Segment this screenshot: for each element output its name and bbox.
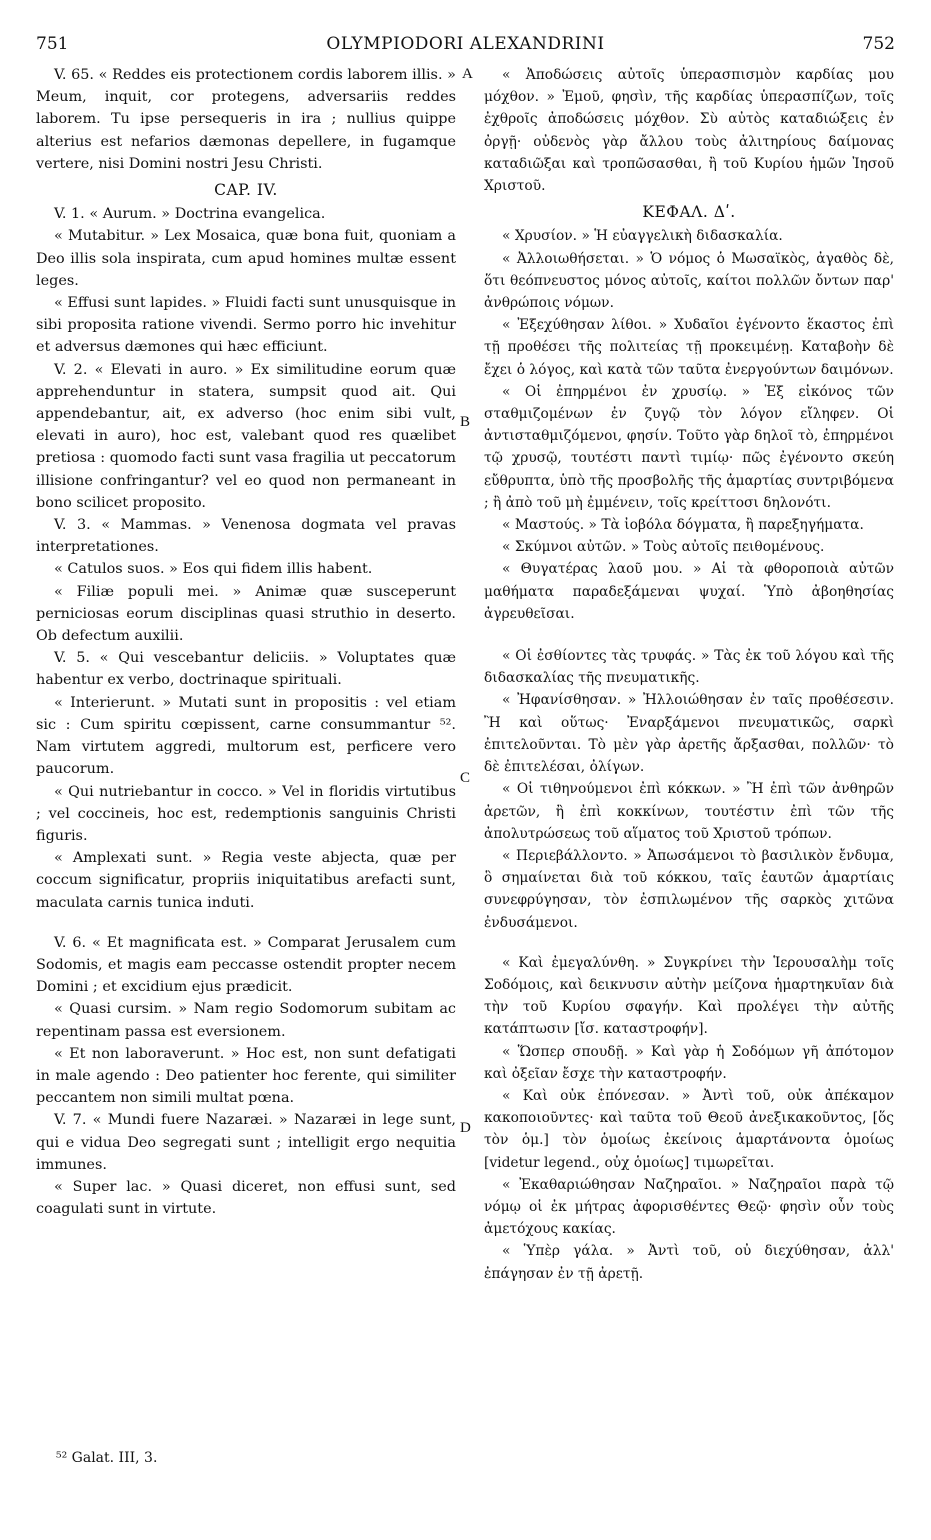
paragraph: V. 1. « Aurum. » Doctrina evangelica.	[54, 206, 326, 223]
right-page-number: 752	[862, 34, 895, 54]
greek-column	[484, 64, 894, 1285]
chapter-heading: CAP. IV.	[214, 181, 278, 200]
paragraph: « Χρυσίον. » Ἡ εὐαγγελικὴ διδασκαλία.	[502, 228, 783, 245]
paragraph: « Super lac. » Quasi diceret, non effusi sunt, sed coagulati sunt in virtute.	[36, 1178, 456, 1218]
paragraph: « Et non laboraverunt. » Hoc est, non sunt defatigati in male agendo : Deo patienter hoc ferente, qui similiter peccantem non simili multat pœna.	[36, 1045, 456, 1107]
page-header	[36, 34, 895, 60]
paragraph: « Filiæ populi mei. » Animæ quæ susceperunt perniciosas eorum disciplinas quasi struthio in deserto. Ob defectum auxilii.	[36, 583, 456, 645]
paragraph: V. 65. « Reddes eis protectionem cordis laborem illis. » Meum, inquit, cor protegens, adversariis reddes laborem. Tu ipse persequeris in ira ; nullius quippe alterius est nefarios dæmonas depellere, in fugamque vertere, nisi Domini nostri Jesu Christi.	[36, 67, 456, 172]
paragraph: « Σκύμνοι αὐτῶν. » Τοὺς αὐτοῖς πειθομένους.	[502, 539, 825, 556]
running-title: OLYMPIODORI ALEXANDRINI	[326, 34, 605, 54]
paragraph: V. 5. « Qui vescebantur deliciis. » Voluptates quæ habentur ex verbo, doctrinaque spirituali.	[36, 650, 456, 689]
paragraph: « Θυγατέρας λαοῦ μου. » Αἱ τὰ φθοροποιὰ αὐτῶν μαθήματα παραδεξάμεναι ψυχαί. Ὑπὸ ἀβοηθησίας ἀγρευθεῖσαι.	[484, 561, 894, 622]
paragraph: « Μαστούς. » Τὰ ἰοβόλα δόγματα, ἢ παρεξηγήματα.	[502, 517, 864, 534]
paragraph: « Effusi sunt lapides. » Fluidi facti sunt unusquisque in sibi proposita ratione vivendi. Sermo porro hic invehitur et adversus dæmones qui hæc efficiunt.	[36, 295, 457, 356]
paragraph: V. 2. « Elevati in auro. » Ex similitudine eorum quæ apprehenduntur in statera, sumpsit quod ait. Qui appendebantur, ait, ex adverso (hoc enim sibi vult, elevati in auro), hoc est, valebant quod res quælibet pretiosa : quomodo facti sunt vasa fragilia ut peccatorum illisione confringantur? vel eo quod non permaneant in bono scilicet proposito.	[36, 361, 456, 511]
paragraph: V. 7. « Mundi fuere Nazaræi. » Nazaræi in lege sunt, qui e vidua Deo segregati sunt ; intelligit ergo nequitia immunes.	[36, 1112, 456, 1173]
paragraph: « Quasi cursim. » Nam regio Sodomorum subitam ac repentinam passa est eversionem.	[36, 1001, 456, 1040]
paragraph: « Interierunt. » Mutati sunt in propositis : vel etiam sic : Cum spiritu cœpissent, carne consummantur ⁵². Nam virtutem aggredi, multorum est, perficere vero paucorum.	[36, 694, 456, 778]
paragraph: « Ὥσπερ σπουδῇ. » Καὶ γὰρ ἡ Σοδόμων γῆ ἀπότομον καὶ ὀξεῖαν ἔσχε τὴν καταστροφήν.	[484, 1043, 894, 1082]
paragraph: « Περιεβάλλοντο. » Ἀπωσάμενοι τὸ βασιλικὸν ἔνδυμα, ὃ σημαίνεται διὰ τοῦ κόκκου, ταῖς ἑαυτῶν ἁμαρτίαις συνεφρύγησαν, τὸν ἐσπιλωμένον τῆς σαρκὸς χιτῶνα ἐνδυσάμενοι.	[484, 847, 894, 931]
paragraph: « Ἠφανίσθησαν. » Ἠλλοιώθησαν ἐν ταῖς προθέσεσιν. Ἢ καὶ οὕτως· Ἐναρξάμενοι πνευματικῶς, σαρκὶ ἐπιτελοῦνται. Τὸ μὲν γὰρ ἀρετῆς ἄρξασθαι, πολλῶν· τὸ δὲ ἐπιτελέσαι, ὀλίγων.	[484, 692, 894, 776]
paragraph: V. 6. « Et magnificata est. » Comparat Jerusalem cum Sodomis, et magis eam peccasse ostendit propter necem Domini ; et excidium ejus prædicit.	[36, 934, 456, 996]
margin-marker-c: C	[460, 770, 471, 786]
paragraph: « Ἀλλοιωθήσεται. » Ὁ νόμος ὁ Μωσαϊκὸς, ἀγαθὸς δὲ, ὅτι θεόπνευστος μόνος αὐτοῖς, καίτοι πολλῶν ὄντων παρ' ἀνθρώποις νόμων.	[484, 250, 894, 312]
paragraph: « Mutabitur. » Lex Mosaica, quæ bona fuit, quoniam a Deo illis sola inspirata, cum apud homines multæ essent leges.	[36, 228, 456, 289]
paragraph: « Ἐκαθαριώθησαν Ναζηραῖοι. » Ναζηραῖοι παρὰ τῷ νόμῳ οἱ ἐκ μήτρας ἀφορισθέντες Θεῷ· φησὶν οὖν τοὺς ἀμετόχους κακίας.	[484, 1176, 894, 1238]
paragraph: « Ἀποδώσεις αὐτοῖς ὑπερασπισμὸν καρδίας μου μόχθον. » Ἐμοῦ, φησὶν, τῆς καρδίας ὑπερασπίζων, τοῖς ἐχθροῖς ἀποδώσεις μόχθον. Σὺ αὐτὸς καταδιώξεις ἐν ὀργῇ· οὐδενὸς γὰρ ἄλλου τοὺς ἀλιτηρίους δαίμονας καταδιῶξαι καὶ τροπῶσασθαι, ἢ τοῦ Κυρίου ἡμῶν Ἰησοῦ Χριστοῦ.	[484, 67, 894, 195]
paragraph: « Qui nutriebantur in cocco. » Vel in floridis virtutibus ; vel coccineis, hoc est, redemptionis sanguinis Christi figuris.	[36, 783, 456, 844]
paragraph: « Ἐξεχύθησαν λίθοι. » Χυδαῖοι ἐγένοντο ἕκαστος ἐπὶ τῇ προθέσει τῆς πολιτείας τῇ προκειμένῃ. Καταβοὴν δὲ ἔχει ὁ λόγος, καὶ κατὰ τῶν ταῦτα ἐνεργούντων δαιμόνων.	[484, 317, 894, 378]
paragraph: « Οἱ ἐπηρμένοι ἐν χρυσίῳ. » Ἐξ εἰκόνος τῶν σταθμιζομένων ἐν ζυγῷ τὸν λόγον εἴληφεν. Οἱ ἀντισταθμιζόμενοι, φησίν. Τοῦτο γὰρ δηλοῖ τὸ, ἐπηρμένοι τῷ χρυσῷ, τουτέστι παντὶ τιμίῳ· πῶς ἐγένοντο σκεύη εὔθρυπτα, ὑπὸ τῆς προσβολῆς τῆς ἁμαρτίας συντριβόμενα ; ἢ ἀπὸ τοῦ μὴ ἐμμένειν, τοῖς κρείττοσι δηλονότι.	[484, 383, 894, 511]
margin-marker-d: D	[460, 1120, 471, 1136]
left-page-number: 751	[36, 34, 69, 54]
footnote: ⁵² Galat. III, 3.	[56, 1450, 158, 1466]
paragraph: V. 3. « Mammas. » Venenosa dogmata vel pravas interpretationes.	[36, 517, 456, 556]
paragraph: « Catulos suos. » Eos qui fidem illis habent.	[54, 561, 373, 578]
paragraph: « Ὑπὲρ γάλα. » Ἀντὶ τοῦ, οὐ διεχύθησαν, ἀλλ' ἐπάγησαν ἐν τῇ ἀρετῇ.	[484, 1243, 894, 1282]
paragraph: « Οἱ ἐσθίοντες τὰς τρυφάς. » Τὰς ἐκ τοῦ λόγου καὶ τῆς διδασκαλίας τῆς πνευματικῆς.	[484, 648, 894, 687]
paragraph: « Καὶ ἐμεγαλύνθη. » Συγκρίνει τὴν Ἱερουσαλὴμ τοῖς Σοδόμοις, καὶ δεικνυσιν αὐτὴν μείζονα ἡμαρτηκυῖαν διὰ τὴν τοῦ Κυρίου σφαγήν. Καὶ προλέγει τὴν αὐτῆς κατάπτωσιν [ἴσ. καταστροφήν].	[484, 954, 894, 1038]
latin-column	[36, 64, 456, 1220]
paragraph: « Καὶ οὐκ ἐπόνεσαν. » Ἀντὶ τοῦ, οὐκ ἀπέκαμον κακοποιοῦντες· καὶ ταῦτα τοῦ Θεοῦ ἀνεξικακοῦντος, [ὅς τὸν ὁμ.] τὸν ὁμοίως ἐκείνοις ἁμαρτάνοντα ὁμοίως [videtur legend., οὐχ ὁμοίως] τιμωρεῖται.	[484, 1087, 894, 1171]
paragraph: « Amplexati sunt. » Regia veste abjecta, quæ per coccum significatur, propriis iniquitatibus arefacti sunt, maculata carnis tunica induti.	[36, 850, 456, 911]
chapter-heading: ΚΕΦΑΛ. Δʹ.	[642, 203, 736, 222]
margin-marker-b: B	[460, 414, 471, 430]
margin-marker-a: A	[462, 66, 473, 82]
paragraph: « Οἱ τιθηνούμενοι ἐπὶ κόκκων. » Ἢ ἐπὶ τῶν ἀνθηρῶν ἀρετῶν, ἢ ἐπὶ κοκκίνων, τουτέστιν ἐπὶ τῶν τῆς ἀπολυτρώσεως τοῦ αἵματος τοῦ Χριστοῦ τρόπων.	[484, 781, 894, 842]
